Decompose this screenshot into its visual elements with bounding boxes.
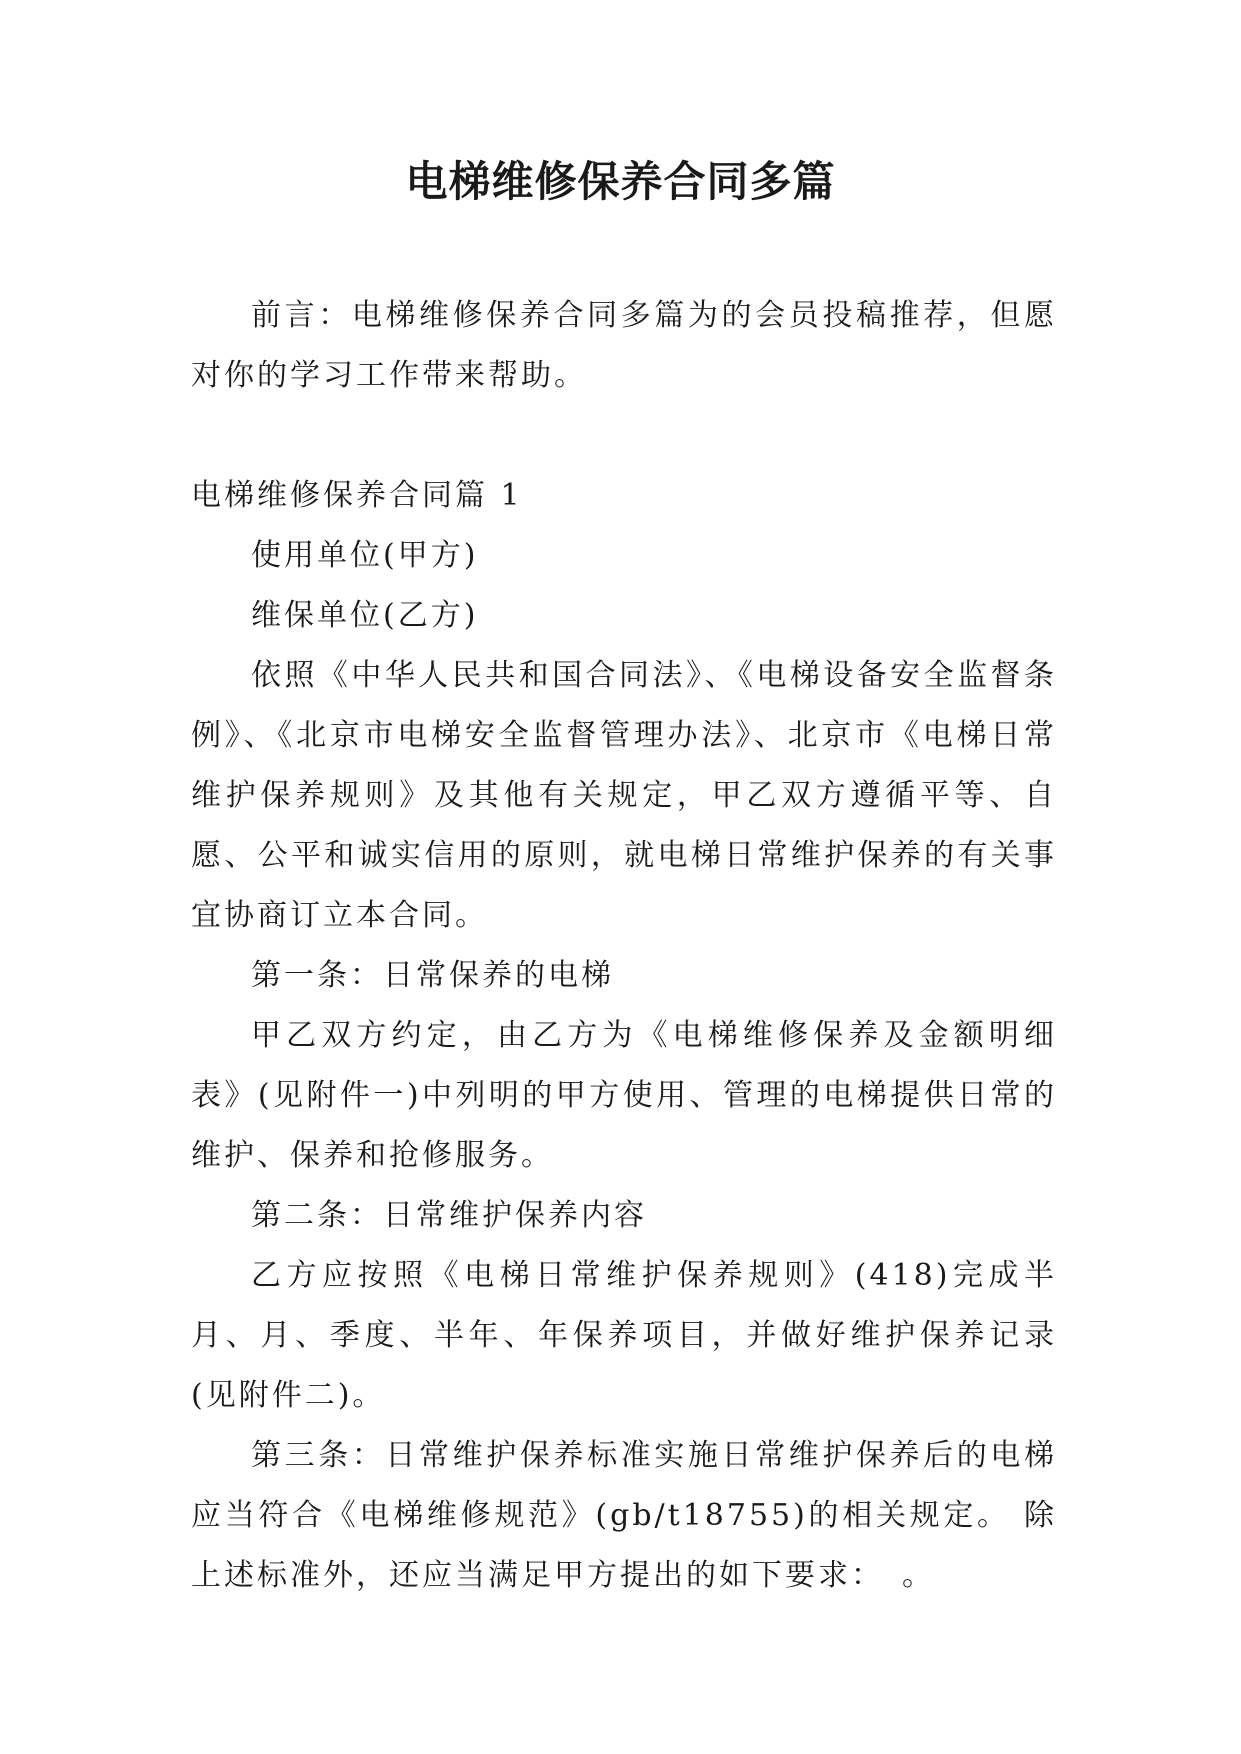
article-3-body: 第三条：日常维护保养标准实施日常维护保养后的电梯应当符合《电梯维修规范》(gb/t18755)的相关规定。 除上述标准外，还应当满足甲方提出的如下要求： 。 bbox=[191, 1438, 1057, 1593]
document-body bbox=[191, 286, 1057, 1606]
section-heading: 电梯维修保养合同篇 1 bbox=[191, 478, 523, 513]
article-1-title: 第一条：日常保养的电梯 bbox=[251, 958, 614, 993]
article-2-title: 第二条：日常维护保养内容 bbox=[251, 1198, 647, 1233]
document-title: 电梯维修保养合同多篇 bbox=[405, 157, 836, 206]
party-b-line: 维保单位(乙方) bbox=[251, 598, 479, 633]
preface-paragraph: 前言：电梯维修保养合同多篇为的会员投稿推荐，但愿对你的学习工作带来帮助。 bbox=[191, 298, 1057, 393]
paragraph-gap bbox=[191, 406, 1057, 466]
basis-paragraph: 依照《中华人民共和国合同法》、《电梯设备安全监督条例》、《北京市电梯安全监督管理办法》、北京市《电梯日常维护保养规则》及其他有关规定，甲乙双方遵循平等、自愿、公平和诚实信用的原则，就电梯日常维护保养的有关事宜协商订立本合同。 bbox=[191, 658, 1057, 933]
article-1-body: 甲乙双方约定，由乙方为《电梯维修保养及金额明细表》(见附件一)中列明的甲方使用、管理的电梯提供日常的维护、保养和抢修服务。 bbox=[191, 1018, 1057, 1173]
party-a-line: 使用单位(甲方) bbox=[251, 538, 479, 573]
article-2-body: 乙方应按照《电梯日常维护保养规则》(418)完成半月、月、季度、半年、年保养项目，并做好维护保养记录(见附件二)。 bbox=[191, 1258, 1057, 1413]
